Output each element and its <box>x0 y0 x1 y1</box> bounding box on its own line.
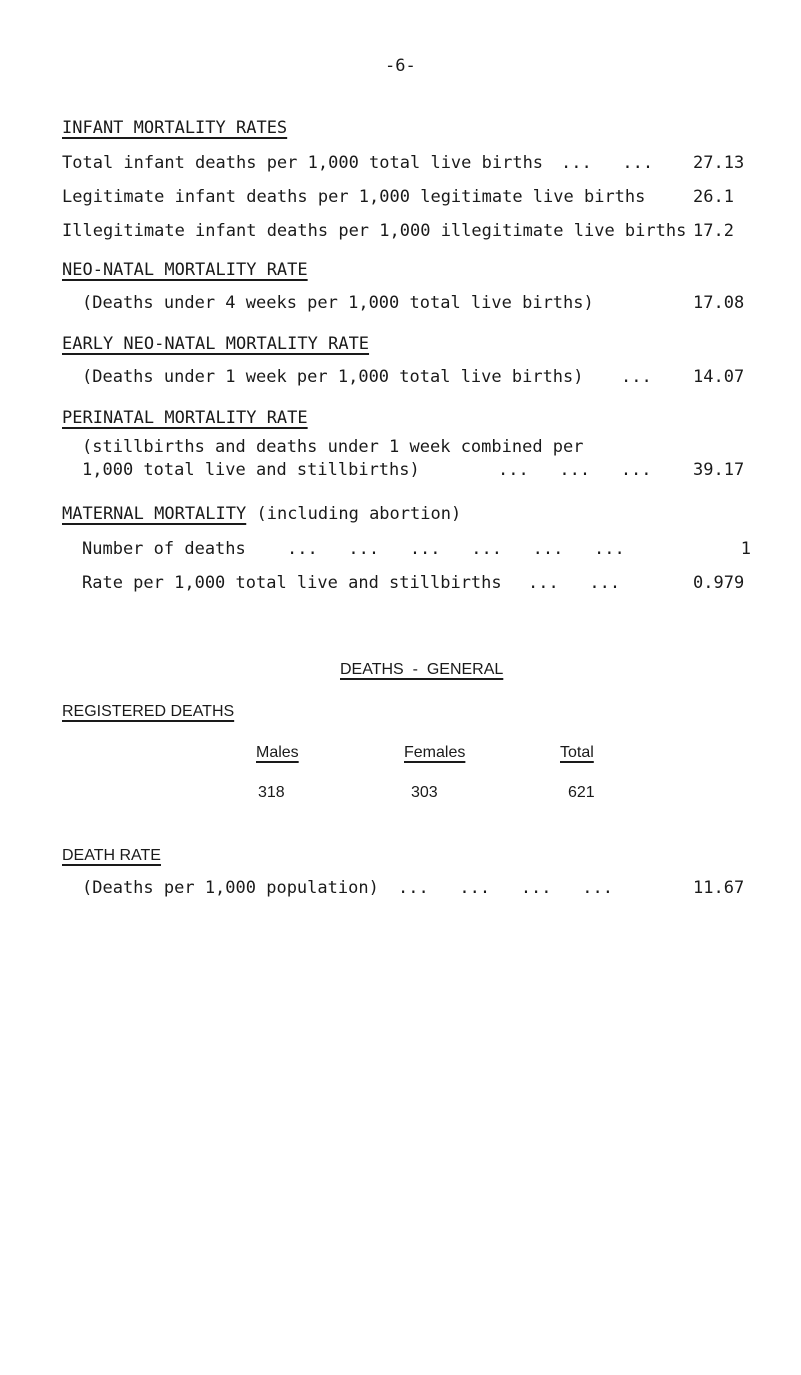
infant-mortality-heading: INFANT MORTALITY RATES <box>62 118 288 138</box>
registered-deaths-heading: REGISTERED DEATHS <box>62 703 235 720</box>
value-males: 318 <box>258 784 285 801</box>
death-rate-label: (Deaths per 1,000 population) <box>82 878 379 898</box>
early-neo-natal-value: 14.07 <box>693 367 745 387</box>
neo-natal-label: (Deaths under 4 weeks per 1,000 total live births) <box>82 293 594 313</box>
row-value: 1 <box>740 539 751 559</box>
perinatal-heading: PERINATAL MORTALITY RATE <box>62 408 308 428</box>
column-header-total: Total <box>560 744 594 761</box>
row-value: 27.13 <box>693 153 745 173</box>
value-females: 303 <box>411 784 438 801</box>
row-value: 17.2 <box>693 221 734 241</box>
value-total: 621 <box>568 784 595 801</box>
leader-dots: ... ... <box>561 153 654 173</box>
leader-dots: ... ... ... <box>498 460 652 480</box>
leader-dots: ... <box>621 367 652 387</box>
maternal-heading: MATERNAL MORTALITY <box>62 504 247 524</box>
neo-natal-heading: NEO-NATAL MORTALITY RATE <box>62 260 308 280</box>
column-header-males: Males <box>256 744 299 761</box>
row-label: Rate per 1,000 total live and stillbirths <box>82 573 502 593</box>
leader-dots: ... ... ... ... <box>398 878 613 898</box>
leader-dots: ... ... <box>528 573 621 593</box>
early-neo-natal-label: (Deaths under 1 week per 1,000 total live births) <box>82 367 584 387</box>
row-value: 26.1 <box>693 187 734 207</box>
row-label: Legitimate infant deaths per 1,000 legitimate live births <box>62 187 646 207</box>
deaths-general-heading: DEATHS - GENERAL <box>340 661 504 678</box>
death-rate-value: 11.67 <box>693 878 745 898</box>
column-header-females: Females <box>404 744 466 761</box>
neo-natal-value: 17.08 <box>693 293 745 313</box>
leader-dots: ... ... ... ... ... ... <box>287 539 625 559</box>
page-number: -6- <box>385 56 416 76</box>
death-rate-heading: DEATH RATE <box>62 847 161 864</box>
maternal-heading-suffix: (including abortion) <box>256 504 462 524</box>
row-value: 0.979 <box>693 573 745 593</box>
perinatal-label-line1: (stillbirths and deaths under 1 week combined per <box>82 437 584 457</box>
perinatal-label-line2: 1,000 total live and stillbirths) <box>82 460 420 480</box>
perinatal-value: 39.17 <box>693 460 745 480</box>
early-neo-natal-heading: EARLY NEO-NATAL MORTALITY RATE <box>62 334 370 354</box>
row-label: Number of deaths <box>82 539 246 559</box>
maternal-heading-line <box>62 506 461 523</box>
row-label: Illegitimate infant deaths per 1,000 illegitimate live births <box>62 221 687 241</box>
row-label: Total infant deaths per 1,000 total live births <box>62 153 544 173</box>
